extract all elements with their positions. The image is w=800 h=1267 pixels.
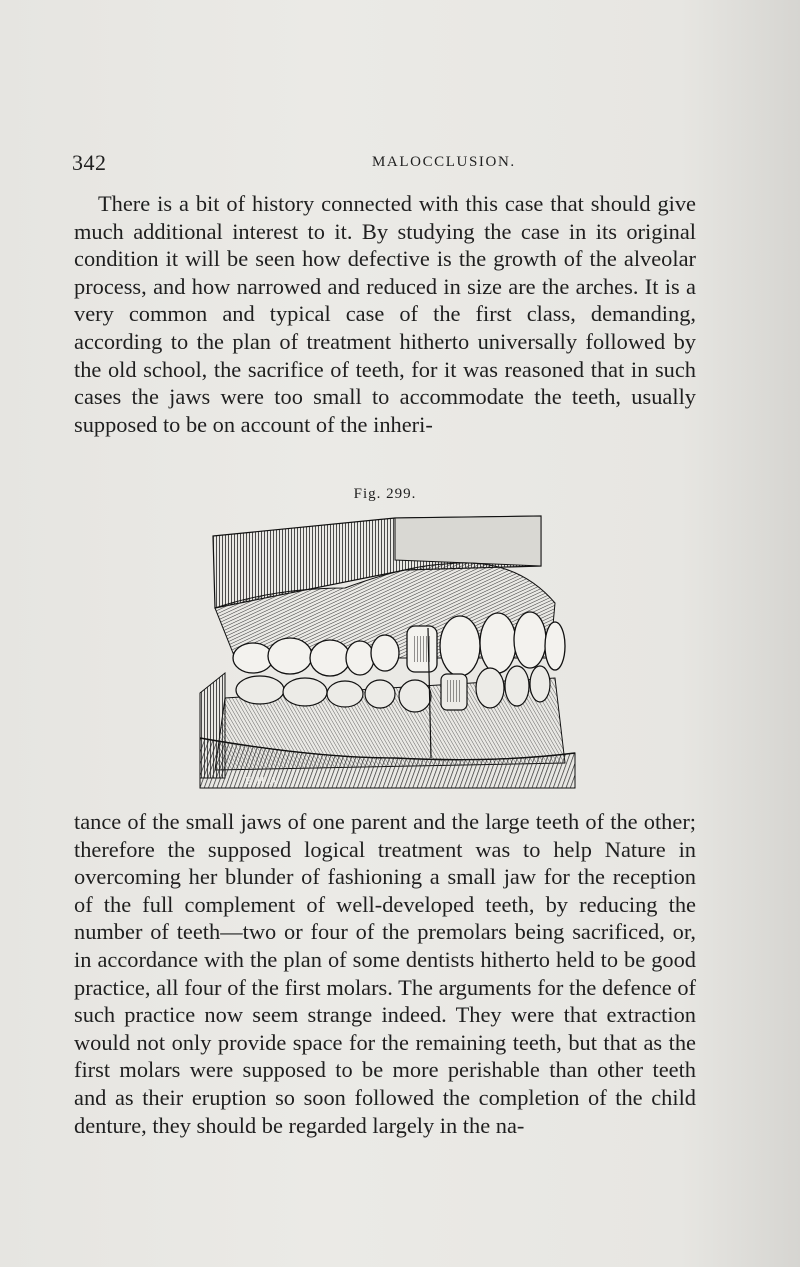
page-header xyxy=(72,150,692,176)
paragraph-top: There is a bit of history connected with this case that should give much additional interest to it. By studying the case in its original condition it will be seen how defective is the growth of the alveolar process, and how narrowed and reduced in size are the arches. It is a very common and typical case of the first class, demanding, according to the plan of treatment hitherto universally followed by the old school, the sacrifice of teeth, for it was reasoned that in such cases the jaws were too small to accommodate the teeth, usually supposed to be on account of the inheri- xyxy=(74,191,696,437)
engraver-signature: E.H.A. xyxy=(245,775,282,787)
running-head: MALOCCLUSION. xyxy=(372,154,516,170)
paragraph-bottom: tance of the small jaws of one parent and the large teeth of the other; therefore the supposed logical treatment was to help Nature in overcoming her blunder of fashioning a small jaw for the reception of the full complement of well-developed teeth, by reducing the number of teeth—two or four of the premolars being sacrificed, or, in accordance with the plan of some dentists hitherto held to be good practice, all four of the first molars. The arguments for the defence of such practice now seem strange indeed. They were that extraction would not only provide space for the remaining teeth, but that as the first molars were supposed to be more perishable than other teeth and as their eruption so soon followed the completion of the child denture, they should be regarded largely in the na- xyxy=(74,809,696,1138)
figure-caption: Fig. 299. xyxy=(353,486,417,502)
page-number: 342 xyxy=(72,150,107,175)
dental-cast-illustration xyxy=(195,508,580,790)
